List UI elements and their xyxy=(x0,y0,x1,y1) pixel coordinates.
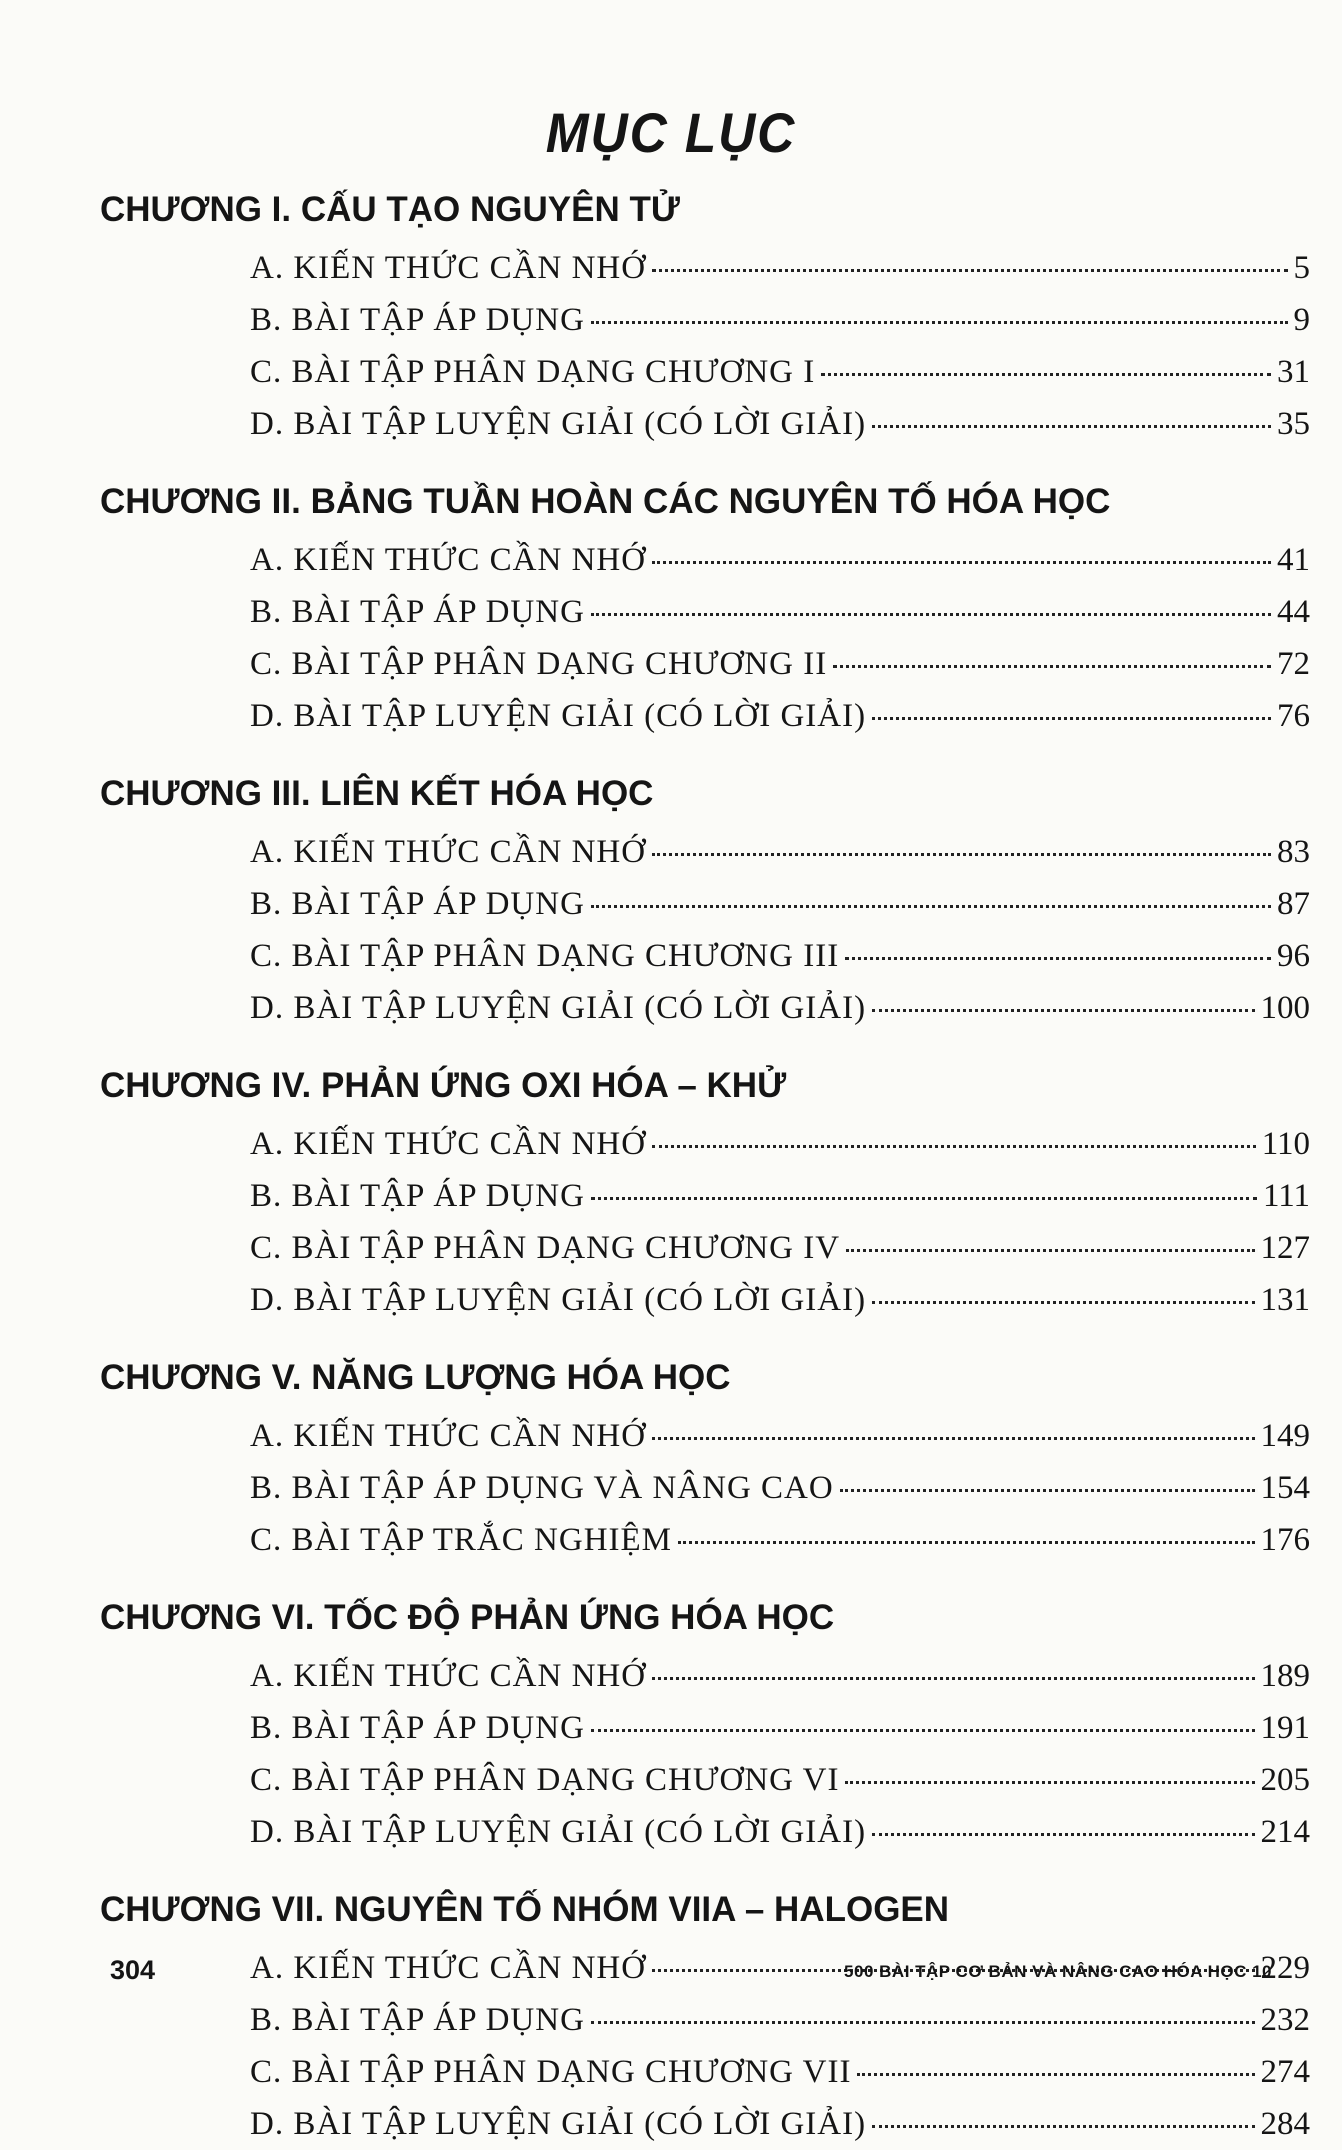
toc-entry xyxy=(250,690,1310,742)
chapter-heading: CHƯƠNG III. LIÊN KẾT HÓA HỌC xyxy=(100,774,654,813)
dot-leader xyxy=(872,717,1271,720)
dot-leader xyxy=(872,425,1271,428)
toc-entry xyxy=(250,1702,1310,1754)
dot-leader xyxy=(652,1437,1254,1440)
toc-entry-label: C. BÀI TẬP PHÂN DẠNG CHƯƠNG VII xyxy=(250,2054,852,2090)
dot-leader xyxy=(821,373,1271,376)
dot-leader xyxy=(591,1197,1257,1200)
toc-entry-page: 127 xyxy=(1260,1230,1310,1266)
dot-leader xyxy=(652,1145,1256,1148)
toc-entry xyxy=(250,1650,1310,1702)
chapter-heading: CHƯƠNG II. BẢNG TUẦN HOÀN CÁC NGUYÊN TỐ HÓA HỌC xyxy=(100,482,1111,521)
toc-entry xyxy=(250,638,1310,690)
toc-entry-label: A. KIẾN THỨC CẦN NHỚ xyxy=(250,250,647,286)
toc-entry-label: D. BÀI TẬP LUYỆN GIẢI (CÓ LỜI GIẢI) xyxy=(250,990,867,1026)
toc-entry-page: 100 xyxy=(1260,990,1310,1026)
dot-leader xyxy=(591,321,1288,324)
dot-leader xyxy=(872,1833,1254,1836)
dot-leader xyxy=(652,853,1271,856)
toc-entry-label: B. BÀI TẬP ÁP DỤNG xyxy=(250,886,585,922)
toc-entry-page: 149 xyxy=(1260,1418,1310,1454)
toc-entry-label: A. KIẾN THỨC CẦN NHỚ xyxy=(250,1658,647,1694)
chapter-spacer xyxy=(100,742,1310,762)
toc-entry xyxy=(250,1806,1310,1858)
toc-entry-label: D. BÀI TẬP LUYỆN GIẢI (CÓ LỜI GIẢI) xyxy=(250,406,867,442)
dot-leader xyxy=(591,1729,1255,1732)
toc-entry xyxy=(250,930,1310,982)
toc-entry xyxy=(250,1754,1310,1806)
toc-entry-label: D. BÀI TẬP LUYỆN GIẢI (CÓ LỜI GIẢI) xyxy=(250,1814,867,1850)
toc-entry-page: 176 xyxy=(1260,1522,1310,1558)
chapter-spacer xyxy=(100,1858,1310,1878)
toc-entry-page: 96 xyxy=(1277,938,1310,974)
table-of-contents xyxy=(100,178,1310,2150)
dot-leader xyxy=(591,613,1271,616)
running-footer-title: 500 BÀI TẬP CƠ BẢN VÀ NÂNG CAO HÓA HỌC 10 xyxy=(844,1962,1272,1981)
toc-entry-label: C. BÀI TẬP PHÂN DẠNG CHƯƠNG I xyxy=(250,354,816,390)
toc-entry-page: 110 xyxy=(1261,1126,1310,1162)
toc-entry xyxy=(250,1994,1310,2046)
toc-entry-label: A. KIẾN THỨC CẦN NHỚ xyxy=(250,542,647,578)
dot-leader xyxy=(652,269,1287,272)
toc-entry-label: C. BÀI TẬP PHÂN DẠNG CHƯƠNG II xyxy=(250,646,828,682)
toc-entry-page: 87 xyxy=(1277,886,1310,922)
toc-entry xyxy=(250,1514,1310,1566)
dot-leader xyxy=(591,905,1271,908)
chapter-spacer xyxy=(100,450,1310,470)
toc-entry-page: 9 xyxy=(1293,302,1310,338)
page-title: MỤC LỤC xyxy=(545,101,797,164)
dot-leader xyxy=(872,1301,1254,1304)
toc-entry-page: 76 xyxy=(1277,698,1310,734)
toc-entry-label: B. BÀI TẬP ÁP DỤNG xyxy=(250,1178,585,1214)
toc-entry-page: 131 xyxy=(1260,1282,1310,1318)
chapter-heading: CHƯƠNG I. CẤU TẠO NGUYÊN TỬ xyxy=(100,190,680,229)
toc-entry-page: 232 xyxy=(1260,2002,1310,2038)
toc-entry-label: B. BÀI TẬP ÁP DỤNG xyxy=(250,302,585,338)
toc-entry-label: D. BÀI TẬP LUYỆN GIẢI (CÓ LỜI GIẢI) xyxy=(250,2106,867,2142)
toc-entry xyxy=(250,1118,1310,1170)
toc-entry xyxy=(250,346,1310,398)
toc-entry-page: 44 xyxy=(1277,594,1310,630)
dot-leader xyxy=(591,2021,1255,2024)
toc-entry-page: 31 xyxy=(1277,354,1310,390)
toc-entry xyxy=(250,1222,1310,1274)
toc-entry-label: C. BÀI TẬP PHÂN DẠNG CHƯƠNG III xyxy=(250,938,840,974)
chapter-spacer xyxy=(100,1326,1310,1346)
toc-entry-label: A. KIẾN THỨC CẦN NHỚ xyxy=(250,834,647,870)
toc-entry xyxy=(250,878,1310,930)
toc-entry xyxy=(250,586,1310,638)
dot-leader xyxy=(652,1677,1254,1680)
toc-entry-label: A. KIẾN THỨC CẦN NHỚ xyxy=(250,1950,647,1986)
toc-entry-page: 191 xyxy=(1260,1710,1310,1746)
toc-entry-label: D. BÀI TẬP LUYỆN GIẢI (CÓ LỜI GIẢI) xyxy=(250,1282,867,1318)
toc-entry-label: D. BÀI TẬP LUYỆN GIẢI (CÓ LỜI GIẢI) xyxy=(250,698,867,734)
chapter-heading: CHƯƠNG V. NĂNG LƯỢNG HÓA HỌC xyxy=(100,1358,731,1397)
toc-entry-label: A. KIẾN THỨC CẦN NHỚ xyxy=(250,1126,647,1162)
toc-entry xyxy=(250,242,1310,294)
toc-entry-page: 111 xyxy=(1262,1178,1310,1214)
toc-entry-label: B. BÀI TẬP ÁP DỤNG xyxy=(250,594,585,630)
chapter-spacer xyxy=(100,1566,1310,1586)
toc-entry xyxy=(250,534,1310,586)
toc-entry xyxy=(250,294,1310,346)
toc-entry-page: 284 xyxy=(1260,2106,1310,2142)
page-number: 304 xyxy=(110,1955,156,1985)
toc-entry-label: C. BÀI TẬP TRẮC NGHIỆM xyxy=(250,1522,673,1558)
toc-entry xyxy=(250,1410,1310,1462)
toc-entry-label: C. BÀI TẬP PHÂN DẠNG CHƯƠNG IV xyxy=(250,1230,841,1266)
toc-entry xyxy=(250,1274,1310,1326)
toc-entry-label: B. BÀI TẬP ÁP DỤNG VÀ NÂNG CAO xyxy=(250,1470,834,1506)
toc-entry-page: 5 xyxy=(1293,250,1310,286)
toc-entry-page: 154 xyxy=(1260,1470,1310,1506)
toc-entry xyxy=(250,982,1310,1034)
toc-entry-label: B. BÀI TẬP ÁP DỤNG xyxy=(250,1710,585,1746)
chapter-heading: CHƯƠNG VI. TỐC ĐỘ PHẢN ỨNG HÓA HỌC xyxy=(100,1598,835,1637)
toc-entry xyxy=(250,1170,1310,1222)
toc-entry-label: C. BÀI TẬP PHÂN DẠNG CHƯƠNG VI xyxy=(250,1762,840,1798)
toc-entry-page: 83 xyxy=(1277,834,1310,870)
toc-entry xyxy=(250,398,1310,450)
dot-leader xyxy=(840,1489,1255,1492)
toc-entry-page: 41 xyxy=(1277,542,1310,578)
dot-leader xyxy=(872,1009,1254,1012)
dot-leader xyxy=(845,957,1271,960)
toc-entry-page: 72 xyxy=(1277,646,1310,682)
toc-entry-page: 229 xyxy=(1260,1950,1310,1986)
toc-entry xyxy=(250,2098,1310,2150)
toc-entry-label: B. BÀI TẬP ÁP DỤNG xyxy=(250,2002,585,2038)
dot-leader xyxy=(845,1781,1254,1784)
toc-entry-page: 35 xyxy=(1277,406,1310,442)
chapter-heading: CHƯƠNG VII. NGUYÊN TỐ NHÓM VIIA – HALOGEN xyxy=(100,1890,950,1929)
toc-entry xyxy=(250,826,1310,878)
toc-entry-page: 189 xyxy=(1260,1658,1310,1694)
toc-entry-page: 205 xyxy=(1260,1762,1310,1798)
toc-entry-page: 274 xyxy=(1260,2054,1310,2090)
dot-leader xyxy=(872,2125,1254,2128)
toc-entry xyxy=(250,1462,1310,1514)
dot-leader xyxy=(833,665,1271,668)
chapter-heading: CHƯƠNG IV. PHẢN ỨNG OXI HÓA – KHỬ xyxy=(100,1066,787,1105)
toc-entry-page: 214 xyxy=(1260,1814,1310,1850)
dot-leader xyxy=(678,1541,1254,1544)
dot-leader xyxy=(846,1249,1254,1252)
chapter-spacer xyxy=(100,1034,1310,1054)
toc-entry-label: A. KIẾN THỨC CẦN NHỚ xyxy=(250,1418,647,1454)
dot-leader xyxy=(652,561,1271,564)
toc-entry xyxy=(250,2046,1310,2098)
dot-leader xyxy=(857,2073,1254,2076)
